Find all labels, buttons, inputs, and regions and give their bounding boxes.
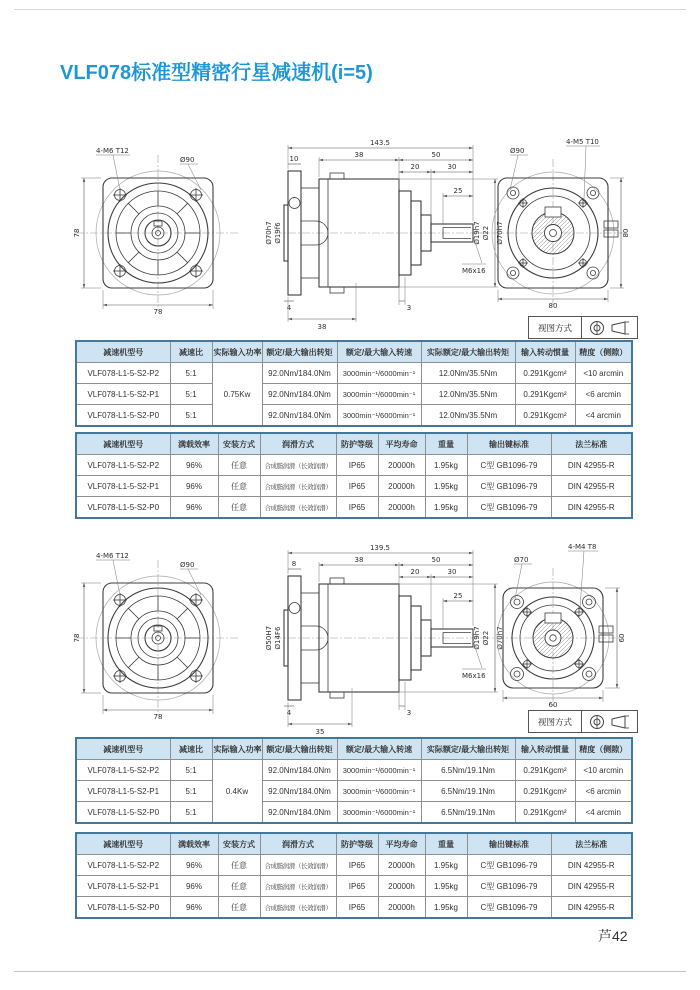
table-header-row bbox=[76, 738, 632, 760]
dim-body-length: 38 bbox=[354, 556, 364, 564]
cell-model: VLF078-L1-5-S2-P2 bbox=[76, 760, 170, 781]
cell-speed: 3000min⁻¹/6000min⁻¹ bbox=[337, 802, 421, 824]
cell-flange-standard: DIN 42955-R bbox=[551, 497, 632, 519]
table-row bbox=[76, 363, 632, 384]
dim-rear-width: 60 bbox=[548, 701, 558, 709]
col-mounting: 安装方式 bbox=[218, 433, 260, 455]
dim-rear-width: 80 bbox=[548, 302, 558, 310]
cell-inertia: 0.291Kgcm² bbox=[515, 802, 575, 824]
dim-front-height: 78 bbox=[73, 228, 81, 238]
label-shaft-tap: M6x16 bbox=[462, 672, 486, 680]
cell-lifetime: 20000h bbox=[378, 855, 425, 876]
cell-key-standard: C型 GB1096-79 bbox=[467, 876, 551, 897]
label-shaft-dia2: Ø22 bbox=[482, 630, 490, 646]
cell-ratio: 5:1 bbox=[170, 781, 212, 802]
col-speed: 额定/最大输入转速 bbox=[337, 341, 421, 363]
cell-inertia: 0.291Kgcm² bbox=[515, 384, 575, 405]
dim-flange-length: 35 bbox=[315, 728, 325, 736]
cell-efficiency: 96% bbox=[170, 455, 218, 476]
cell-efficiency: 96% bbox=[170, 897, 218, 919]
cell-lubrication: 合成脂润滑（长效润滑） bbox=[260, 476, 336, 497]
cell-protection: IP65 bbox=[336, 855, 378, 876]
dim-front-width: 78 bbox=[153, 713, 163, 721]
dim-body-length: 38 bbox=[354, 151, 364, 159]
dim-overall-length: 143.5 bbox=[369, 139, 391, 147]
page-number: 芦42 bbox=[598, 928, 628, 944]
col-flange-standard: 法兰标准 bbox=[551, 833, 632, 855]
cell-lifetime: 20000h bbox=[378, 497, 425, 519]
cell-mounting: 任意 bbox=[218, 855, 260, 876]
cell-precision: <10 arcmin bbox=[575, 760, 632, 781]
label-body-dia: Ø70h7 bbox=[496, 626, 504, 650]
dim-fifty: 50 bbox=[431, 556, 441, 564]
cell-precision: <10 arcmin bbox=[575, 363, 632, 384]
cell-actual-torque: 6.5Nm/19.1Nm bbox=[421, 760, 515, 781]
cell-speed: 3000min⁻¹/6000min⁻¹ bbox=[337, 363, 421, 384]
col-lifetime: 平均寿命 bbox=[378, 433, 425, 455]
cell-actual-torque: 12.0Nm/35.5Nm bbox=[421, 363, 515, 384]
cell-model: VLF078-L1-5-S2-P0 bbox=[76, 497, 170, 519]
dim-flange-thickness: 10 bbox=[289, 155, 299, 163]
cell-lifetime: 20000h bbox=[378, 876, 425, 897]
view-mode-box bbox=[528, 710, 638, 733]
cell-protection: IP65 bbox=[336, 897, 378, 919]
cell-mounting: 任意 bbox=[218, 876, 260, 897]
col-key-standard: 输出键标准 bbox=[467, 833, 551, 855]
cell-protection: IP65 bbox=[336, 497, 378, 519]
cell-speed: 3000min⁻¹/6000min⁻¹ bbox=[337, 384, 421, 405]
col-inertia: 输入转动惯量 bbox=[515, 738, 575, 760]
dim-front-height: 78 bbox=[73, 633, 81, 643]
table-row bbox=[76, 897, 632, 919]
dim-key-length: 25 bbox=[453, 592, 463, 600]
cell-torque: 92.0Nm/184.0Nm bbox=[262, 384, 337, 405]
col-model: 减速机型号 bbox=[76, 341, 170, 363]
col-torque: 额定/最大输出转矩 bbox=[262, 738, 337, 760]
front-view bbox=[73, 147, 240, 316]
cell-torque: 92.0Nm/184.0Nm bbox=[262, 802, 337, 824]
cell-flange-standard: DIN 42955-R bbox=[551, 897, 632, 919]
cell-flange-standard: DIN 42955-R bbox=[551, 855, 632, 876]
side-view bbox=[265, 544, 504, 736]
dim-key-length: 25 bbox=[453, 187, 463, 195]
cell-lubrication: 合成脂润滑（长效润滑） bbox=[260, 876, 336, 897]
col-lifetime: 平均寿命 bbox=[378, 833, 425, 855]
label-rear-bolts: 4-M5 T10 bbox=[566, 138, 599, 146]
cell-torque: 92.0Nm/184.0Nm bbox=[262, 760, 337, 781]
projection-front-icon bbox=[588, 320, 606, 336]
label-output-shaft-fit: Ø19f6 bbox=[274, 222, 282, 244]
cell-lubrication: 合成脂润滑（长效润滑） bbox=[260, 455, 336, 476]
col-model: 减速机型号 bbox=[76, 433, 170, 455]
side-view bbox=[265, 139, 504, 331]
cell-speed: 3000min⁻¹/6000min⁻¹ bbox=[337, 405, 421, 427]
dim-flange-length: 38 bbox=[317, 323, 327, 331]
cell-ratio: 5:1 bbox=[170, 384, 212, 405]
col-efficiency: 满载效率 bbox=[170, 433, 218, 455]
dim-flange-thickness: 8 bbox=[291, 560, 297, 568]
cell-weight: 1.95kg bbox=[425, 876, 467, 897]
table-row bbox=[76, 876, 632, 897]
table-header-row bbox=[76, 833, 632, 855]
page-title: VLF078标准型精密行星减速机(i=5) bbox=[60, 62, 373, 84]
page-top-edge bbox=[14, 9, 686, 10]
col-protection: 防护等级 bbox=[336, 833, 378, 855]
view-mode-label: 视图方式 bbox=[529, 711, 582, 732]
label-output-shaft-fit: Ø14F6 bbox=[274, 626, 282, 650]
cell-lubrication: 合成脂润滑（长效润滑） bbox=[260, 855, 336, 876]
col-torque: 额定/最大输出转矩 bbox=[262, 341, 337, 363]
label-front-circle: Ø90 bbox=[180, 156, 195, 164]
col-power: 实际输入功率 bbox=[212, 341, 262, 363]
dim-thirty: 30 bbox=[447, 568, 457, 576]
col-precision: 精度（侧隙） bbox=[575, 738, 632, 760]
table-row bbox=[76, 781, 632, 802]
cell-inertia: 0.291Kgcm² bbox=[515, 363, 575, 384]
cell-weight: 1.95kg bbox=[425, 455, 467, 476]
technical-drawing-top bbox=[58, 133, 642, 335]
cell-protection: IP65 bbox=[336, 476, 378, 497]
dim-thirty: 30 bbox=[447, 163, 457, 171]
cell-model: VLF078-L1-5-S2-P0 bbox=[76, 897, 170, 919]
general-table-bottom bbox=[75, 832, 633, 919]
cell-mounting: 任意 bbox=[218, 897, 260, 919]
label-shaft-dia2: Ø22 bbox=[482, 225, 490, 241]
cell-lubrication: 合成脂润滑（长效润滑） bbox=[260, 497, 336, 519]
cell-inertia: 0.291Kgcm² bbox=[515, 760, 575, 781]
cell-model: VLF078-L1-5-S2-P0 bbox=[76, 405, 170, 427]
cell-model: VLF078-L1-5-S2-P2 bbox=[76, 455, 170, 476]
cell-key-standard: C型 GB1096-79 bbox=[467, 455, 551, 476]
cell-torque: 92.0Nm/184.0Nm bbox=[262, 405, 337, 427]
cell-efficiency: 96% bbox=[170, 476, 218, 497]
cell-torque: 92.0Nm/184.0Nm bbox=[262, 781, 337, 802]
cell-model: VLF078-L1-5-S2-P0 bbox=[76, 802, 170, 824]
col-weight: 重量 bbox=[425, 833, 467, 855]
cell-protection: IP65 bbox=[336, 876, 378, 897]
cell-weight: 1.95kg bbox=[425, 476, 467, 497]
table-row bbox=[76, 476, 632, 497]
col-flange-standard: 法兰标准 bbox=[551, 433, 632, 455]
label-front-bolts: 4-M6 T12 bbox=[96, 552, 129, 560]
view-mode-box bbox=[528, 316, 638, 339]
label-rear-bolts: 4-M4 T8 bbox=[568, 543, 597, 551]
label-output-bore: Ø50H7 bbox=[265, 625, 273, 651]
dim-overall-length: 139.5 bbox=[369, 544, 391, 552]
cell-precision: <4 arcmin bbox=[575, 405, 632, 427]
cell-model: VLF078-L1-5-S2-P1 bbox=[76, 384, 170, 405]
dim-step: 3 bbox=[406, 304, 412, 312]
label-rear-circle: Ø90 bbox=[510, 147, 525, 155]
projection-side-icon bbox=[611, 321, 631, 335]
projection-side-icon bbox=[611, 715, 631, 729]
cell-model: VLF078-L1-5-S2-P1 bbox=[76, 781, 170, 802]
cell-precision: <6 arcmin bbox=[575, 781, 632, 802]
cell-efficiency: 96% bbox=[170, 497, 218, 519]
col-key-standard: 输出键标准 bbox=[467, 433, 551, 455]
cell-key-standard: C型 GB1096-79 bbox=[467, 855, 551, 876]
col-speed: 额定/最大输入转速 bbox=[337, 738, 421, 760]
table-row bbox=[76, 497, 632, 519]
performance-table-top bbox=[75, 340, 633, 427]
dim-rear-height: 60 bbox=[618, 633, 626, 643]
cell-actual-torque: 12.0Nm/35.5Nm bbox=[421, 405, 515, 427]
label-output-bore: Ø70h7 bbox=[265, 221, 273, 245]
cell-key-standard: C型 GB1096-79 bbox=[467, 897, 551, 919]
dim-step: 3 bbox=[406, 709, 412, 717]
cell-inertia: 0.291Kgcm² bbox=[515, 781, 575, 802]
cell-key-standard: C型 GB1096-79 bbox=[467, 497, 551, 519]
label-rear-circle: Ø70 bbox=[514, 556, 529, 564]
general-table-top bbox=[75, 432, 633, 519]
col-actual-torque: 实际额定/最大输出转矩 bbox=[421, 738, 515, 760]
col-mounting: 安装方式 bbox=[218, 833, 260, 855]
col-weight: 重量 bbox=[425, 433, 467, 455]
col-lubrication: 润滑方式 bbox=[260, 433, 336, 455]
table-row bbox=[76, 802, 632, 824]
cell-lubrication: 合成脂润滑（长效润滑） bbox=[260, 897, 336, 919]
cell-mounting: 任意 bbox=[218, 497, 260, 519]
col-power: 实际输入功率 bbox=[212, 738, 262, 760]
col-model: 减速机型号 bbox=[76, 738, 170, 760]
cell-mounting: 任意 bbox=[218, 476, 260, 497]
cell-flange-standard: DIN 42955-R bbox=[551, 876, 632, 897]
cell-model: VLF078-L1-5-S2-P1 bbox=[76, 876, 170, 897]
rear-view bbox=[482, 543, 626, 709]
cell-ratio: 5:1 bbox=[170, 405, 212, 427]
projection-front-icon bbox=[588, 714, 606, 730]
dim-twenty: 20 bbox=[410, 163, 420, 171]
table-row bbox=[76, 855, 632, 876]
cell-key-standard: C型 GB1096-79 bbox=[467, 476, 551, 497]
cell-actual-torque: 6.5Nm/19.1Nm bbox=[421, 802, 515, 824]
cell-actual-torque: 6.5Nm/19.1Nm bbox=[421, 781, 515, 802]
col-actual-torque: 实际额定/最大输出转矩 bbox=[421, 341, 515, 363]
cell-efficiency: 96% bbox=[170, 876, 218, 897]
col-lubrication: 润滑方式 bbox=[260, 833, 336, 855]
cell-weight: 1.95kg bbox=[425, 855, 467, 876]
cell-lifetime: 20000h bbox=[378, 455, 425, 476]
performance-table-bottom bbox=[75, 737, 633, 824]
cell-mounting: 任意 bbox=[218, 455, 260, 476]
cell-speed: 3000min⁻¹/6000min⁻¹ bbox=[337, 760, 421, 781]
col-inertia: 输入转动惯量 bbox=[515, 341, 575, 363]
cell-precision: <4 arcmin bbox=[575, 802, 632, 824]
label-front-circle: Ø90 bbox=[180, 561, 195, 569]
cell-flange-standard: DIN 42955-R bbox=[551, 455, 632, 476]
col-model: 减速机型号 bbox=[76, 833, 170, 855]
cell-power: 0.75Kw bbox=[212, 363, 262, 427]
label-front-bolts: 4-M6 T12 bbox=[96, 147, 129, 155]
page-bottom-edge bbox=[14, 971, 686, 972]
dim-spigot: 4 bbox=[286, 709, 292, 717]
table-row bbox=[76, 384, 632, 405]
cell-precision: <6 arcmin bbox=[575, 384, 632, 405]
cell-ratio: 5:1 bbox=[170, 363, 212, 384]
cell-efficiency: 96% bbox=[170, 855, 218, 876]
cell-torque: 92.0Nm/184.0Nm bbox=[262, 363, 337, 384]
view-mode-label: 视图方式 bbox=[529, 317, 582, 338]
cell-model: VLF078-L1-5-S2-P1 bbox=[76, 476, 170, 497]
col-ratio: 减速比 bbox=[170, 738, 212, 760]
label-body-dia: Ø70h7 bbox=[496, 221, 504, 245]
dim-rear-height: 80 bbox=[622, 228, 630, 238]
cell-lifetime: 20000h bbox=[378, 897, 425, 919]
table-header-row bbox=[76, 433, 632, 455]
label-shaft-tap: M6x16 bbox=[462, 267, 486, 275]
cell-power: 0.4Kw bbox=[212, 760, 262, 824]
dim-spigot: 4 bbox=[286, 304, 292, 312]
table-row bbox=[76, 405, 632, 427]
table-header-row bbox=[76, 341, 632, 363]
col-precision: 精度（侧隙） bbox=[575, 341, 632, 363]
label-shaft-dia: Ø19h7 bbox=[473, 221, 481, 245]
dim-twenty: 20 bbox=[410, 568, 420, 576]
dim-fifty: 50 bbox=[431, 151, 441, 159]
col-protection: 防护等级 bbox=[336, 433, 378, 455]
cell-speed: 3000min⁻¹/6000min⁻¹ bbox=[337, 781, 421, 802]
cell-weight: 1.95kg bbox=[425, 897, 467, 919]
drawing1-svg bbox=[58, 133, 642, 335]
label-shaft-dia: Ø19h7 bbox=[473, 626, 481, 650]
cell-model: VLF078-L1-5-S2-P2 bbox=[76, 363, 170, 384]
col-ratio: 减速比 bbox=[170, 341, 212, 363]
cell-protection: IP65 bbox=[336, 455, 378, 476]
cell-flange-standard: DIN 42955-R bbox=[551, 476, 632, 497]
dim-front-width: 78 bbox=[153, 308, 163, 316]
cell-ratio: 5:1 bbox=[170, 760, 212, 781]
cell-model: VLF078-L1-5-S2-P2 bbox=[76, 855, 170, 876]
cell-ratio: 5:1 bbox=[170, 802, 212, 824]
front-view bbox=[73, 552, 240, 721]
cell-weight: 1.95kg bbox=[425, 497, 467, 519]
cell-actual-torque: 12.0Nm/35.5Nm bbox=[421, 384, 515, 405]
table-row bbox=[76, 455, 632, 476]
cell-inertia: 0.291Kgcm² bbox=[515, 405, 575, 427]
cell-lifetime: 20000h bbox=[378, 476, 425, 497]
col-efficiency: 满载效率 bbox=[170, 833, 218, 855]
table-row bbox=[76, 760, 632, 781]
